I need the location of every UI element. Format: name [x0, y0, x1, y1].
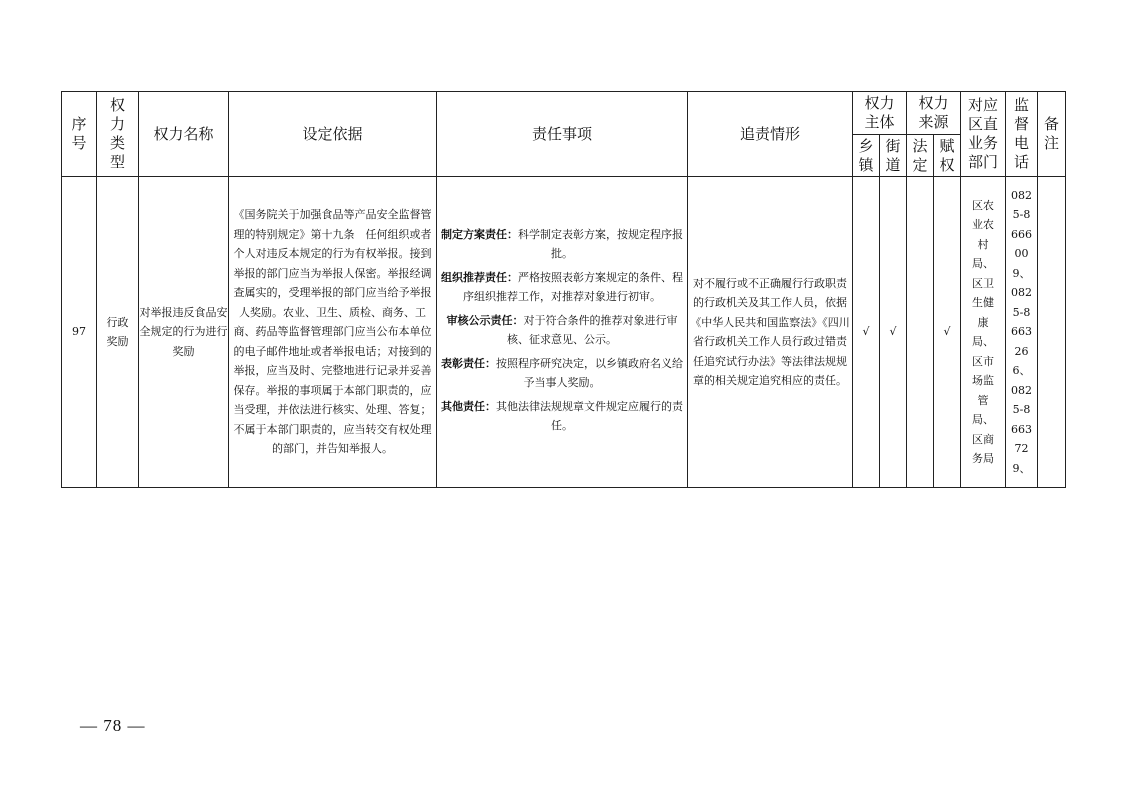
header-power-type: 权力类型	[97, 92, 139, 177]
row-power-type: 行政奖励	[97, 177, 139, 488]
row-dept: 区农业农村局、区卫生健康局、区市场监管局、区商务局	[961, 177, 1006, 488]
header-subject-street: 街道	[880, 135, 907, 177]
header-accountability: 追责情形	[688, 92, 853, 177]
row-power-name: 对举报违反食品安全规定的行为进行奖励	[139, 177, 229, 488]
header-power-name: 权力名称	[139, 92, 229, 177]
row-seq: 97	[62, 177, 97, 488]
header-source-legal: 法定	[907, 135, 934, 177]
header-subject-township: 乡镇	[853, 135, 880, 177]
row-responsibilities	[437, 177, 688, 488]
row-accountability: 对不履行或不正确履行行政职责的行政机关及其工作人员，依据《中华人民共和国监察法》《四川省行政机关工作人员行政过错责任追究试行办法》等法律法规规章的相关规定追究相应的责任。	[688, 177, 853, 488]
header-source-granted: 赋权	[934, 135, 961, 177]
check-mark-street: √	[880, 177, 907, 488]
row-phone: 0825-8666009、0825-8663266、0825-8663729、	[1006, 177, 1038, 488]
check-mark-township: √	[853, 177, 880, 488]
resp-item: 表彰责任：按照程序研究决定，以乡镇政府名义给予当事人奖励。	[441, 356, 683, 389]
header-dept: 对应区直业务部门	[961, 92, 1006, 177]
page-number: — 78 —	[80, 716, 146, 735]
resp-item: 其他责任：其他法律法规规章文件规定应履行的责任。	[441, 399, 683, 432]
resp-item: 组织推荐责任：严格按照表彰方案规定的条件、程序组织推荐工作，对推荐对象进行初审。	[441, 270, 683, 303]
check-mark-legal	[907, 177, 934, 488]
power-list-table	[61, 91, 1066, 488]
header-phone: 监督电话	[1006, 92, 1038, 177]
row-basis: 《国务院关于加强食品等产品安全监督管理的特别规定》第十九条 任何组织或者个人对违反本规定的行为有权举报。接到举报的部门应当为举报人保密。举报经调查属实的，受理举报的部门应当给予举报人奖励。农业、卫生、质检、商务、工商、药品等监督管理部门应当公布本单位的电子邮件地址或者举报电话；对接到的举报，应当及时、完整地进行记录并妥善保存。举报的事项属于本部门职责的，应当受理，并依法进行核实、处理、答复；不属于本部门职责的，应当转交有权处理的部门，并告知举报人。	[229, 177, 437, 488]
header-remark: 备注	[1038, 92, 1066, 177]
resp-item: 审核公示责任：对于符合条件的推荐对象进行审核、征求意见、公示。	[446, 313, 678, 346]
table-row	[62, 177, 1066, 488]
check-mark-granted: √	[934, 177, 961, 488]
row-remark	[1038, 177, 1066, 488]
header-seq: 序号	[62, 92, 97, 177]
header-basis: 设定依据	[229, 92, 437, 177]
header-source: 权力来源	[907, 92, 961, 135]
resp-item: 制定方案责任：科学制定表彰方案，按规定程序报批。	[441, 227, 683, 260]
header-subject: 权力主体	[853, 92, 907, 135]
header-responsibility: 责任事项	[437, 92, 688, 177]
